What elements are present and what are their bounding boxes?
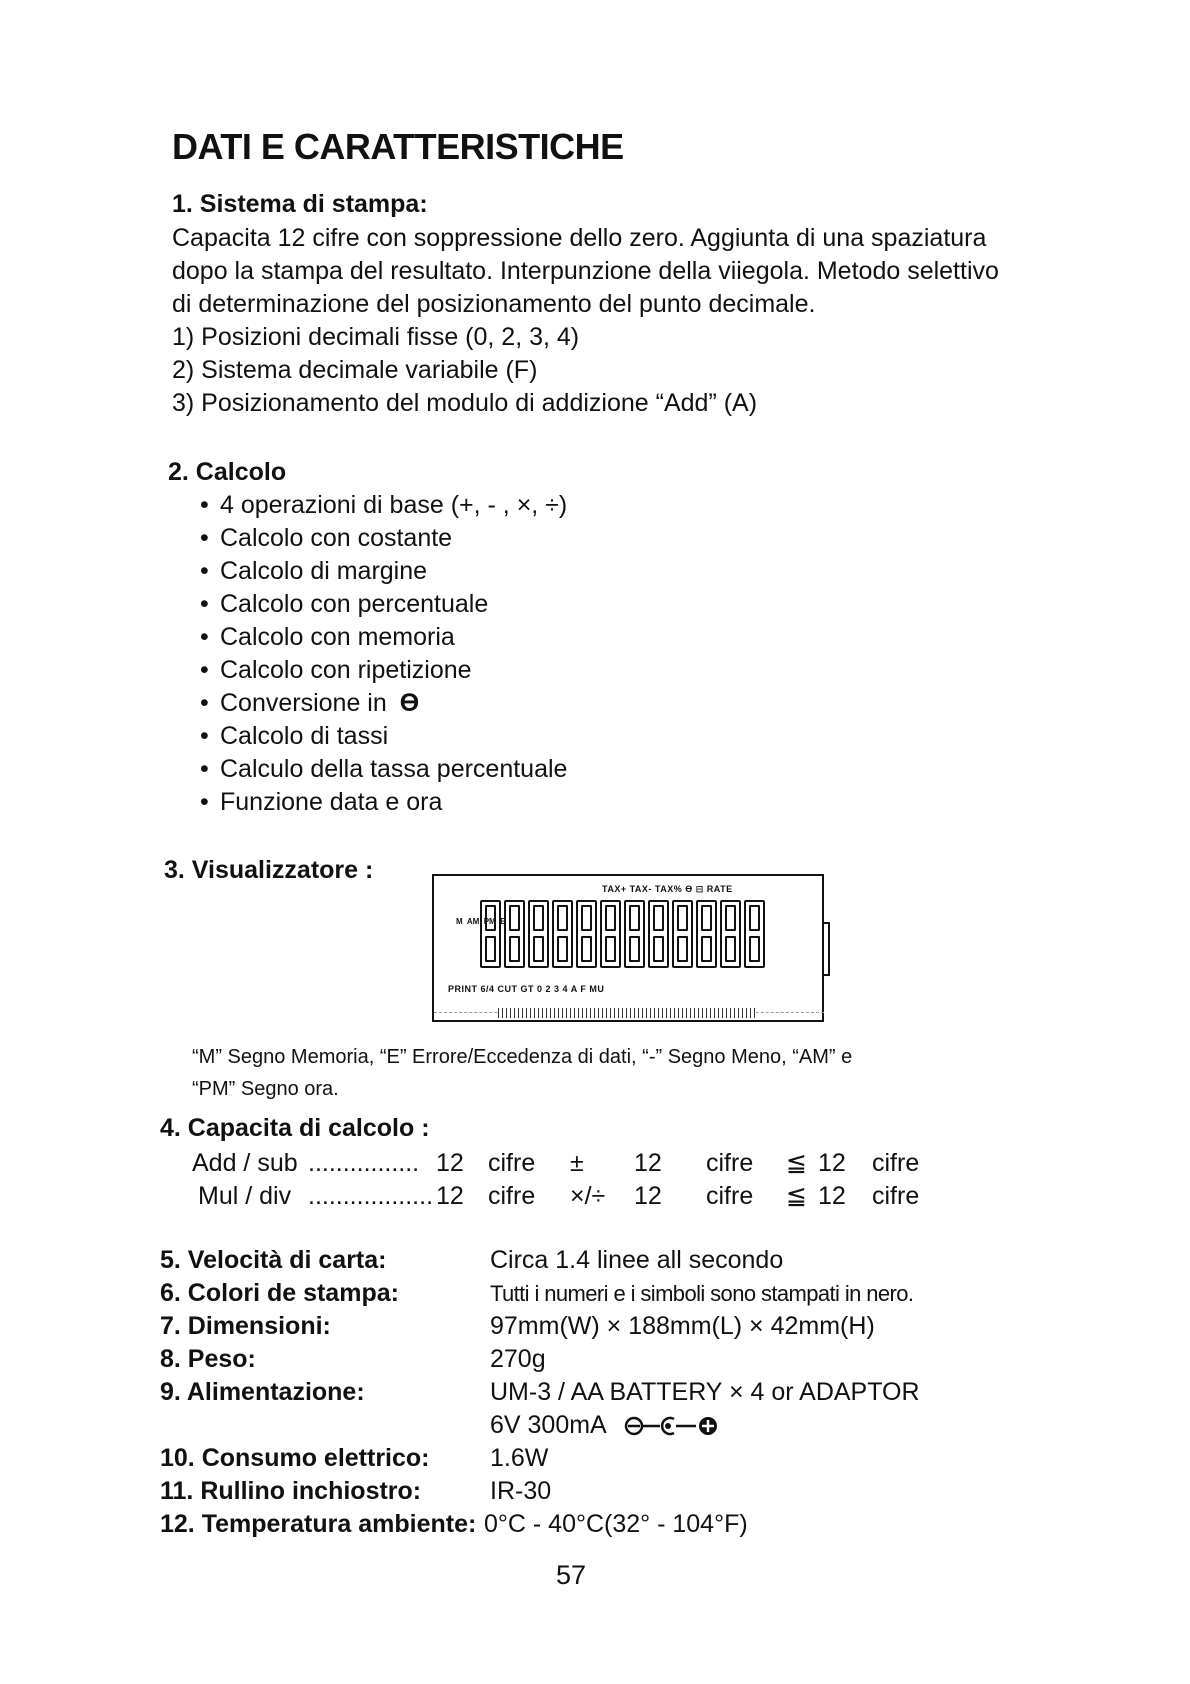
section-1-list-item: 1) Posizioni decimali fisse (0, 2, 3, 4)	[172, 323, 580, 351]
lcd-digit	[744, 900, 765, 968]
lcd-display-diagram	[432, 874, 824, 1022]
bullet-item: • Calcolo con ripetizione	[200, 656, 472, 685]
capacity-unit: cifre	[872, 1182, 920, 1210]
bullet-item-conversion	[200, 689, 419, 718]
capacity-dots: ..................	[308, 1182, 434, 1210]
spec-label: 8. Peso:	[160, 1345, 256, 1373]
section-3-heading: 3. Visualizzatore :	[164, 856, 374, 884]
spec-label: 9. Alimentazione:	[160, 1378, 365, 1406]
capacity-comparator: ≦	[786, 1182, 807, 1210]
lcd-digit	[648, 900, 669, 968]
spec-value: 6V 300mA	[490, 1411, 606, 1439]
lcd-indicators-top: TAX+ TAX- TAX% ϴ ⊟ RATE	[602, 884, 733, 894]
lcd-digit	[552, 900, 573, 968]
display-note-line: “M” Segno Memoria, “E” Errore/Eccedenza di dati, “-” Segno Meno, “AM” e	[192, 1046, 853, 1068]
spec-value: IR-30	[490, 1477, 552, 1505]
spec-label: 7. Dimensioni:	[160, 1312, 331, 1340]
page-number: 57	[556, 1560, 587, 1590]
spec-value: Tutti i numeri e i simboli sono stampati in nero.	[490, 1281, 914, 1306]
lcd-side-tab	[822, 922, 830, 976]
display-note-line: “PM” Segno ora.	[192, 1078, 339, 1100]
lcd-digit	[624, 900, 645, 968]
capacity-value: 12	[818, 1182, 846, 1210]
capacity-label: Mul / div	[198, 1182, 292, 1210]
section-1-list-item: 2) Sistema decimale variabile (F)	[172, 356, 538, 384]
section-1-heading: 1. Sistema di stampa:	[172, 190, 428, 218]
capacity-value: 12	[818, 1149, 846, 1177]
capacity-dots: ................	[308, 1149, 420, 1177]
capacity-value: 12	[634, 1149, 662, 1177]
lcd-digit	[696, 900, 717, 968]
euro-conversion-icon: ϴ	[399, 689, 420, 717]
spec-value: 0°C - 40°C(32° - 104°F)	[484, 1510, 748, 1538]
bullet-item-label: • Conversione in	[200, 689, 387, 717]
bullet-item: • Calcolo con memoria	[200, 623, 455, 652]
capacity-operator: ×/÷	[570, 1182, 606, 1210]
spec-label: 12. Temperatura ambiente:	[160, 1510, 477, 1538]
spec-label: 6. Colori de stampa:	[160, 1279, 399, 1307]
capacity-unit: cifre	[706, 1149, 754, 1177]
section-1-para-line: Capacita 12 cifre con soppressione dello zero. Aggiunta di una spaziatura	[172, 224, 987, 252]
bullet-item: • Funzione data e ora	[200, 788, 442, 817]
spec-label: 10. Consumo elettrico:	[160, 1444, 430, 1472]
section-4-heading: 4. Capacita di calcolo :	[160, 1114, 430, 1142]
section-1-para-line: di determinazione del posizionamento del punto decimale.	[172, 290, 816, 318]
spec-value: UM-3 / AA BATTERY × 4 or ADAPTOR	[490, 1378, 920, 1406]
capacity-row	[192, 1148, 919, 1178]
capacity-unit: cifre	[706, 1182, 754, 1210]
bullet-item: • Calculo della tassa percentuale	[200, 755, 567, 784]
capacity-unit: cifre	[872, 1149, 920, 1177]
bullet-item: • Calcolo di tassi	[200, 722, 388, 751]
bullet-item: • Calcolo con costante	[200, 524, 452, 553]
capacity-value: 12	[634, 1182, 662, 1210]
section-2-heading: 2. Calcolo	[168, 458, 287, 486]
bullet-item: • 4 operazioni di base (+, - , ×, ÷)	[200, 491, 567, 520]
lcd-digit	[504, 900, 525, 968]
section-1-list-item: 3) Posizionamento del modulo di addizione “Add” (A)	[172, 389, 758, 417]
spec-label: 11. Rullino inchiostro:	[160, 1477, 422, 1505]
lcd-digit	[672, 900, 693, 968]
capacity-comparator: ≦	[786, 1149, 807, 1177]
lcd-digit	[480, 900, 501, 968]
spec-value: 270g	[490, 1345, 546, 1373]
spec-value: Circa 1.4 linee all secondo	[490, 1246, 784, 1274]
capacity-row	[198, 1181, 919, 1211]
page-title: DATI E CARATTERISTICHE	[172, 126, 624, 167]
spec-value: 1.6W	[490, 1444, 549, 1472]
spec-value: 97mm(W) × 188mm(L) × 42mm(H)	[490, 1312, 875, 1340]
spec-value-adaptor	[490, 1411, 726, 1440]
lcd-digit	[528, 900, 549, 968]
lcd-digits	[480, 900, 765, 968]
capacity-value: 12	[436, 1182, 464, 1210]
capacity-value: 12	[436, 1149, 464, 1177]
lcd-digit	[720, 900, 741, 968]
spec-label: 5. Velocità di carta:	[160, 1246, 387, 1274]
polarity-icon	[622, 1414, 726, 1438]
lcd-indicators-left: M AM PM E	[456, 917, 506, 926]
bullet-item: • Calcolo di margine	[200, 557, 427, 586]
capacity-operator: ±	[570, 1149, 584, 1177]
lcd-contact-strip	[498, 1008, 756, 1018]
capacity-unit: cifre	[488, 1149, 536, 1177]
section-1-para-line: dopo la stampa del resultato. Interpunzione della viiegola. Metodo selettivo	[172, 257, 999, 285]
lcd-digit	[576, 900, 597, 968]
capacity-label: Add / sub	[192, 1149, 298, 1177]
bullet-item: • Calcolo con percentuale	[200, 590, 488, 619]
lcd-indicators-bottom: PRINT 6/4 CUT GT 0 2 3 4 A F MU	[448, 984, 605, 994]
lcd-digit	[600, 900, 621, 968]
capacity-unit: cifre	[488, 1182, 536, 1210]
